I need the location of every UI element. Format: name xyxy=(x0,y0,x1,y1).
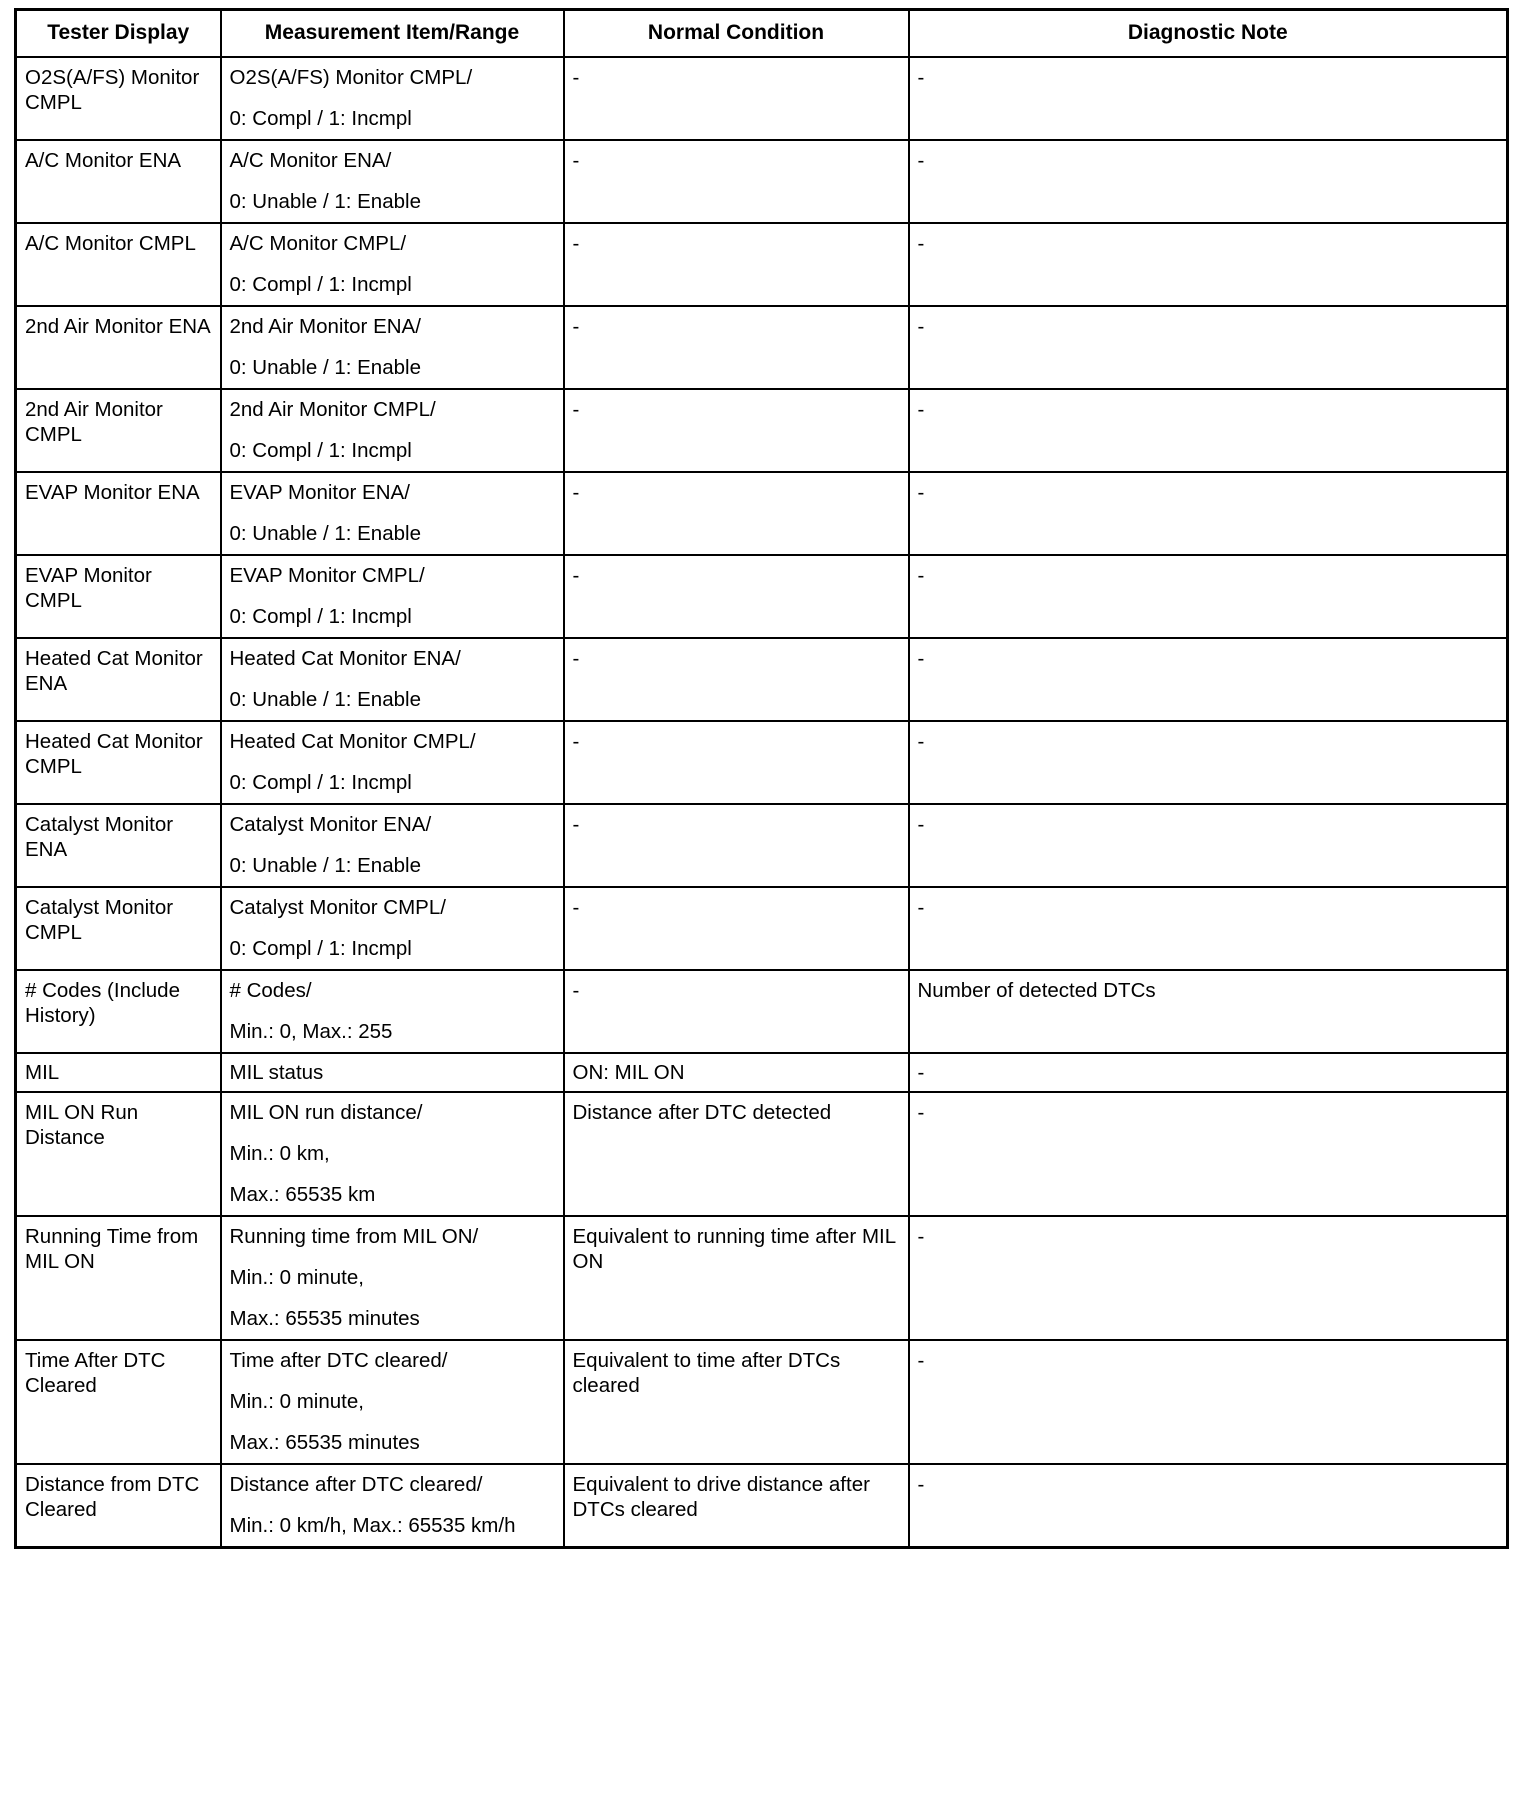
table-row xyxy=(16,1340,1508,1464)
cell-measurement-item-range xyxy=(221,638,564,721)
column-header-normal-condition: Normal Condition xyxy=(564,10,909,57)
measurement-line: Catalyst Monitor ENA/ xyxy=(229,812,432,836)
table-row xyxy=(16,721,1508,804)
measurement-line: 0: Compl / 1: Incmpl xyxy=(229,770,412,794)
measurement-line: Heated Cat Monitor CMPL/ xyxy=(229,729,476,753)
table-row xyxy=(16,970,1508,1053)
measurement-line: 0: Unable / 1: Enable xyxy=(229,853,421,877)
cell-normal-condition: - xyxy=(564,555,909,638)
measurement-line: Min.: 0 km/h, Max.: 65535 km/h xyxy=(229,1513,516,1537)
measurement-line: 0: Unable / 1: Enable xyxy=(229,687,421,711)
measurement-line: EVAP Monitor CMPL/ xyxy=(229,563,425,587)
cell-diagnostic-note: - xyxy=(909,721,1508,804)
table-row xyxy=(16,638,1508,721)
cell-normal-condition: - xyxy=(564,721,909,804)
cell-tester-display: 2nd Air Monitor CMPL xyxy=(16,389,221,472)
measurement-line: Time after DTC cleared/ xyxy=(229,1348,448,1372)
cell-tester-display: Heated Cat Monitor ENA xyxy=(16,638,221,721)
measurement-line: A/C Monitor CMPL/ xyxy=(229,231,407,255)
cell-diagnostic-note: - xyxy=(909,389,1508,472)
measurement-line: A/C Monitor ENA/ xyxy=(229,148,392,172)
measurement-line: Min.: 0 minute, xyxy=(229,1265,364,1289)
column-header-measurement-item-range: Measurement Item/Range xyxy=(221,10,564,57)
table-row xyxy=(16,57,1508,140)
measurement-line: O2S(A/FS) Monitor CMPL/ xyxy=(229,65,473,89)
table-row xyxy=(16,306,1508,389)
cell-normal-condition: - xyxy=(564,306,909,389)
cell-measurement-item-range xyxy=(221,721,564,804)
cell-measurement-item-range xyxy=(221,1340,564,1464)
table-row xyxy=(16,1216,1508,1340)
cell-measurement-item-range xyxy=(221,1092,564,1216)
cell-diagnostic-note: - xyxy=(909,1340,1508,1464)
measurement-line: Min.: 0 km, xyxy=(229,1141,330,1165)
cell-tester-display: Distance from DTC Cleared xyxy=(16,1464,221,1548)
cell-diagnostic-note: - xyxy=(909,555,1508,638)
cell-measurement-item-range xyxy=(221,1216,564,1340)
cell-tester-display: Time After DTC Cleared xyxy=(16,1340,221,1464)
measurement-line: Max.: 65535 minutes xyxy=(229,1306,420,1330)
table-row xyxy=(16,140,1508,223)
cell-measurement-item-range xyxy=(221,1053,564,1092)
table-header-row xyxy=(16,10,1508,57)
cell-tester-display: MIL xyxy=(16,1053,221,1092)
table-row xyxy=(16,555,1508,638)
cell-measurement-item-range xyxy=(221,140,564,223)
measurement-line: Max.: 65535 minutes xyxy=(229,1430,420,1454)
cell-diagnostic-note: - xyxy=(909,1053,1508,1092)
cell-measurement-item-range xyxy=(221,1464,564,1548)
cell-measurement-item-range xyxy=(221,472,564,555)
cell-tester-display: 2nd Air Monitor ENA xyxy=(16,306,221,389)
cell-normal-condition: Equivalent to running time after MIL ON xyxy=(564,1216,909,1340)
cell-tester-display: Heated Cat Monitor CMPL xyxy=(16,721,221,804)
cell-tester-display: EVAP Monitor ENA xyxy=(16,472,221,555)
cell-normal-condition: - xyxy=(564,472,909,555)
cell-tester-display: # Codes (Include History) xyxy=(16,970,221,1053)
cell-diagnostic-note: - xyxy=(909,1216,1508,1340)
cell-normal-condition: - xyxy=(564,638,909,721)
cell-diagnostic-note: - xyxy=(909,472,1508,555)
measurement-line: Max.: 65535 km xyxy=(229,1182,376,1206)
table-row xyxy=(16,1464,1508,1548)
cell-tester-display: Catalyst Monitor ENA xyxy=(16,804,221,887)
cell-normal-condition: Distance after DTC detected xyxy=(564,1092,909,1216)
measurement-line: MIL ON run distance/ xyxy=(229,1100,423,1124)
cell-tester-display: O2S(A/FS) Monitor CMPL xyxy=(16,57,221,140)
cell-measurement-item-range xyxy=(221,970,564,1053)
cell-normal-condition: Equivalent to drive distance after DTCs cleared xyxy=(564,1464,909,1548)
measurement-line: 2nd Air Monitor ENA/ xyxy=(229,314,421,338)
measurement-line: 2nd Air Monitor CMPL/ xyxy=(229,397,436,421)
cell-tester-display: Catalyst Monitor CMPL xyxy=(16,887,221,970)
measurement-line: Running time from MIL ON/ xyxy=(229,1224,479,1248)
cell-measurement-item-range xyxy=(221,887,564,970)
measurement-line: 0: Compl / 1: Incmpl xyxy=(229,936,412,960)
cell-diagnostic-note: - xyxy=(909,638,1508,721)
cell-normal-condition: - xyxy=(564,223,909,306)
cell-measurement-item-range xyxy=(221,306,564,389)
cell-measurement-item-range xyxy=(221,555,564,638)
table-body xyxy=(16,57,1508,1548)
column-header-tester-display: Tester Display xyxy=(16,10,221,57)
measurement-line: 0: Compl / 1: Incmpl xyxy=(229,438,412,462)
cell-diagnostic-note: - xyxy=(909,804,1508,887)
measurement-line: Distance after DTC cleared/ xyxy=(229,1472,483,1496)
table-row xyxy=(16,1053,1508,1092)
cell-tester-display: EVAP Monitor CMPL xyxy=(16,555,221,638)
measurement-line: Min.: 0 minute, xyxy=(229,1389,364,1413)
measurement-line: Min.: 0, Max.: 255 xyxy=(229,1019,393,1043)
measurement-line: MIL status xyxy=(229,1060,324,1084)
measurement-line: 0: Unable / 1: Enable xyxy=(229,355,421,379)
cell-diagnostic-note: - xyxy=(909,1464,1508,1548)
cell-tester-display: Running Time from MIL ON xyxy=(16,1216,221,1340)
cell-tester-display: A/C Monitor ENA xyxy=(16,140,221,223)
measurement-line: 0: Compl / 1: Incmpl xyxy=(229,604,412,628)
obd-parameter-table xyxy=(14,8,1509,1549)
cell-tester-display: A/C Monitor CMPL xyxy=(16,223,221,306)
cell-diagnostic-note: Number of detected DTCs xyxy=(909,970,1508,1053)
measurement-line: 0: Unable / 1: Enable xyxy=(229,189,421,213)
table-row xyxy=(16,804,1508,887)
cell-normal-condition: - xyxy=(564,57,909,140)
table-row xyxy=(16,389,1508,472)
measurement-line: Catalyst Monitor CMPL/ xyxy=(229,895,446,919)
measurement-line: 0: Unable / 1: Enable xyxy=(229,521,421,545)
cell-normal-condition: - xyxy=(564,140,909,223)
measurement-line: 0: Compl / 1: Incmpl xyxy=(229,106,412,130)
cell-measurement-item-range xyxy=(221,389,564,472)
cell-normal-condition: ON: MIL ON xyxy=(564,1053,909,1092)
cell-measurement-item-range xyxy=(221,223,564,306)
column-header-diagnostic-note: Diagnostic Note xyxy=(909,10,1508,57)
table-row xyxy=(16,472,1508,555)
measurement-line: # Codes/ xyxy=(229,978,312,1002)
cell-diagnostic-note: - xyxy=(909,306,1508,389)
cell-normal-condition: - xyxy=(564,389,909,472)
cell-diagnostic-note: - xyxy=(909,1092,1508,1216)
cell-measurement-item-range xyxy=(221,804,564,887)
cell-normal-condition: - xyxy=(564,970,909,1053)
table-row xyxy=(16,223,1508,306)
measurement-line: EVAP Monitor ENA/ xyxy=(229,480,410,504)
cell-normal-condition: - xyxy=(564,887,909,970)
cell-measurement-item-range xyxy=(221,57,564,140)
cell-normal-condition: Equivalent to time after DTCs cleared xyxy=(564,1340,909,1464)
measurement-line: Heated Cat Monitor ENA/ xyxy=(229,646,461,670)
table-row xyxy=(16,887,1508,970)
cell-diagnostic-note: - xyxy=(909,887,1508,970)
table-row xyxy=(16,1092,1508,1216)
measurement-line: 0: Compl / 1: Incmpl xyxy=(229,272,412,296)
cell-diagnostic-note: - xyxy=(909,57,1508,140)
cell-tester-display: MIL ON Run Distance xyxy=(16,1092,221,1216)
cell-normal-condition: - xyxy=(564,804,909,887)
cell-diagnostic-note: - xyxy=(909,140,1508,223)
cell-diagnostic-note: - xyxy=(909,223,1508,306)
